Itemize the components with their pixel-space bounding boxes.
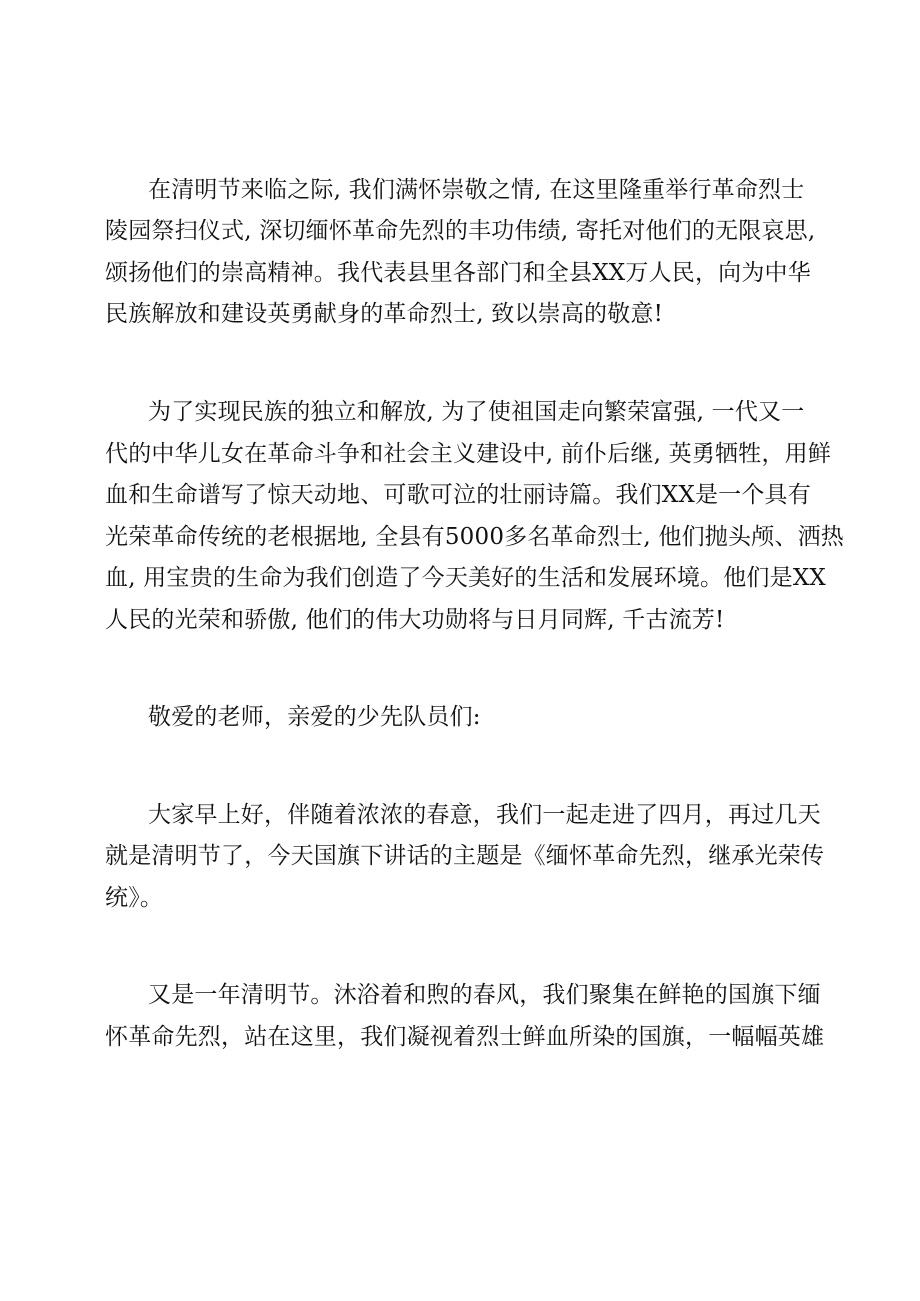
paragraph-line: 血, 用宝贵的生命为我们创造了今天美好的生活和发展环境。他们是XX <box>105 565 826 591</box>
paragraph-line: 血和生命谱写了惊天动地、可歌可泣的壮丽诗篇。我们XX是一个具有 <box>105 482 811 508</box>
paragraph-line: 民族解放和建设英勇献身的革命烈士, 致以崇高的敬意! <box>105 301 664 327</box>
paragraph-line: 又是一年清明节。沐浴着和煦的春风，我们聚集在鲜艳的国旗下缅 <box>148 982 821 1008</box>
paragraph-line: 人民的光荣和骄傲, 他们的伟大功勋将与日月同辉, 千古流芳! <box>105 607 725 633</box>
paragraph-line: 怀革命先烈，站在这里，我们凝视着烈士鲜血所染的国旗，一幅幅英雄 <box>105 1024 825 1050</box>
paragraph-line: 大家早上好，伴随着浓浓的春意，我们一起走进了四月，再过几天 <box>148 802 821 828</box>
paragraph-line: 就是清明节了，今天国旗下讲话的主题是《缅怀革命先烈，继承光荣传 <box>105 843 825 869</box>
paragraph-line: 光荣革命传统的老根据地, 全县有5000多名革命烈士, 他们抛头颅、洒热 <box>105 524 844 550</box>
paragraph-line: 代的中华儿女在革命斗争和社会主义建设中, 前仆后继, 英勇牺牲，用鲜 <box>105 441 832 467</box>
paragraph-line: 敬爱的老师，亲爱的少先队员们: <box>148 704 481 730</box>
paragraph-line: 统》。 <box>105 885 164 911</box>
paragraph-line: 陵园祭扫仪式, 深切缅怀革命先烈的丰功伟绩, 寄托对他们的无限哀思, <box>105 218 816 244</box>
paragraph-line: 在清明节来临之际, 我们满怀崇敬之情, 在这里隆重举行革命烈士 <box>148 177 805 203</box>
paragraph-line: 为了实现民族的独立和解放, 为了使祖国走向繁荣富强, 一代又一 <box>148 399 805 425</box>
paragraph-line: 颂扬他们的崇高精神。我代表县里各部门和全县XX万人民，向为中华 <box>105 260 811 286</box>
